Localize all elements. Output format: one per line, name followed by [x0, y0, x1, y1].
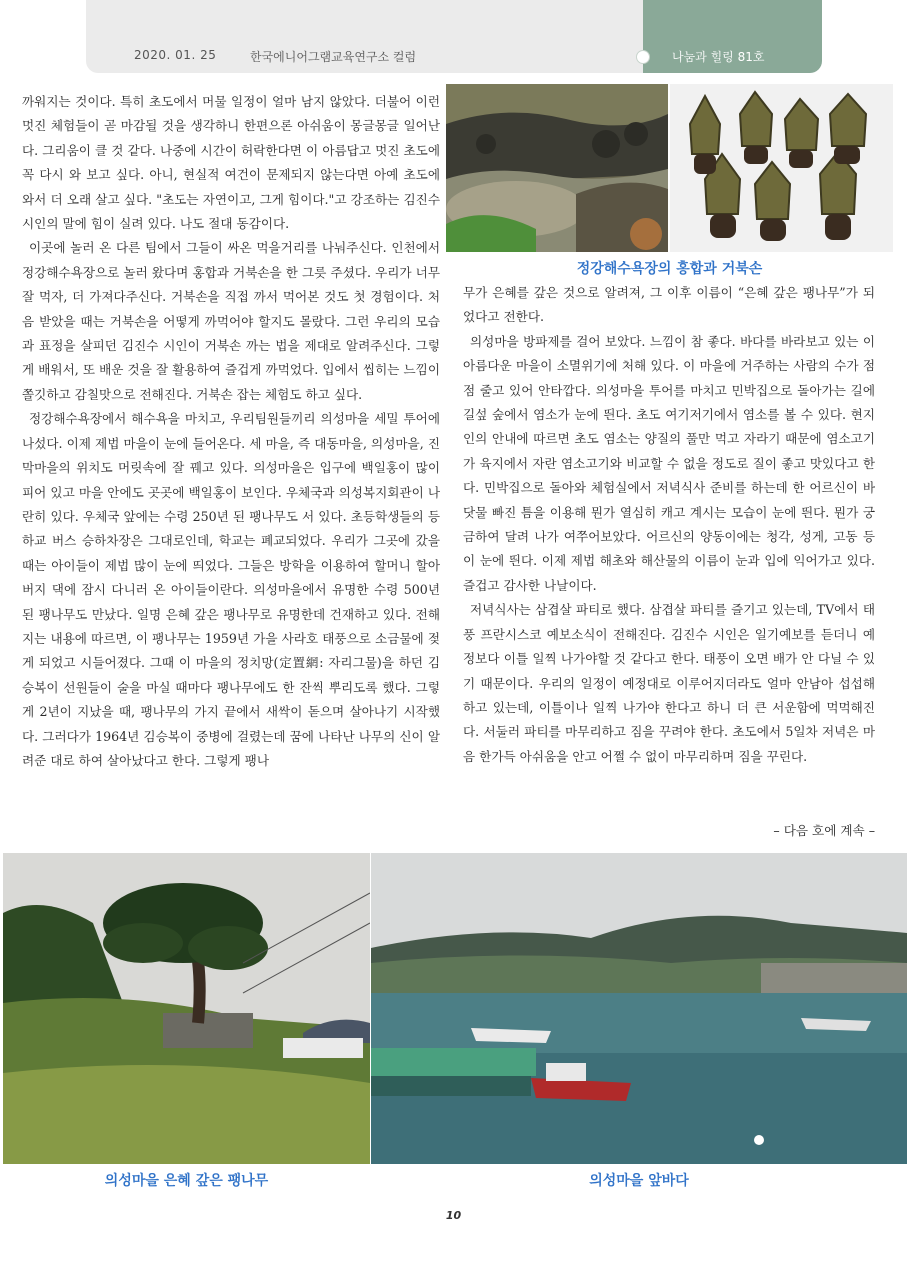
paragraph: 정강해수욕장에서 해수욕을 마치고, 우리팀원들끼리 의성마을 세밀 투어에 나섰다. 이제 제법 마을이 눈에 들어온다. 세 마을, 즉 대동마을, 의성마을, 진막마을의 위치도 머릿속에 잘 꿰고 있다. 의성마을은 입구에 백일홍이 많이 피어 있고 마을 안에도 곳곳에 백일홍이 보인다. 우체국과 의성복지회관이 나란히 있다. 우체국 앞에는 수령 250년 된 팽나무도 서 있다. 초등학생들의 등하교 버스 승하차장은 그대로인데, 학교는 폐교되었다. 우리가 그곳에 갔을 때는 아이들이 제법 많이 눈에 띄었다. 그들은 방학을 이용하여 할머니 할아버지 댁에 잠시 다니러 온 아이들이란다. 의성마을에서 유명한 수령 500년 된 팽나무도 만났다. 일명 은혜 갚은 팽나무로 유명한데 건재하고 있다. 전해지는 내용에 따르면, 이 팽나무는 1959년 가을 사라호 태풍으로 소금물에 젖게 되었고 시들어졌다. 그때 이 마을의 정치망(定置網: 자리그물)을 하던 김승복이 선원들이 술을 마실 때마다 팽나무에도 한 잔씩 뿌리도록 했다. 그렇게 2년이 지났을 때, 팽나무의 가지 끝에서 새싹이 돋으며 살아나기 시작했다. 그러다가 1964년 김승복이 중병에 걸렸는데 꿈에 나타난 나무의 신이 알려준 대로 하여 살아났다고 한다. 그렇게 팽나	[22, 411, 440, 768]
paragraph: 이곳에 놀러 온 다른 팀에서 그들이 싸온 먹을거리를 나눠주신다. 인천에서 정강해수욕장으로 놀러 왔다며 홍합과 거북손을 한 그릇 주셨다. 우리가 너무 잘 먹자, 더 가져다주신다. 거북손을 직접 까서 먹어본 것도 첫 경험이다. 처음 받았을 때는 거북손을 어떻게 까먹어야 할지도 몰랐다. 그런 우리의 모습과 표정을 살피던 김진수 시인이 거북손 까는 법을 제대로 알려주신다. 그렇게 배워서, 또 배운 것을 잘 활용하여 즐겁게 까먹었다. 입에서 씹히는 느낌이 쫄깃하고 감칠맛으로 전해진다. 거북손 잡는 체험도 하고 싶다.	[22, 240, 440, 402]
paragraph: 의성마을 방파제를 걸어 보았다. 느낌이 참 좋다. 바다를 바라보고 있는 이 아름다운 마을이 소멸위기에 처해 있다. 이 마을에 거주하는 사람의 수가 점점 줄고 있어 안타깝다. 의성마을 투어를 마치고 민박집으로 돌아가는 길에 길섶 숲에서 염소가 눈에 띈다. 초도 여기저기에서 염소를 볼 수 있다. 현지인의 안내에 따르면 초도 염소는 양질의 풀만 먹고 자라기 때문에 염소고기가 육지에서 자란 염소고기와 비교할 수 없을 정도로 질이 좋고 맛있다고 한다. 민박집으로 돌아와 체험실에서 저녁식사 준비를 하는데 한 어르신이 바닷물 빠진 틈을 이용해 뭔가 열심히 캐고 계시는 모습이 눈에 띈다. 뭔가 궁금하여 달려 나가 여쭈어보았다. 어르신의 양동이에는 청각, 성게, 고동 등이 눈에 띈다. 이제 제법 해초와 해산물의 이름이 눈과 입에 익어가고 있다. 즐겁고 감사한 나날이다.	[463, 333, 875, 593]
page-number: 10	[445, 1209, 462, 1222]
hackberry-tree-photo	[3, 853, 370, 1164]
caption-tree: 의성마을 은혜 갚은 팽나무	[104, 1173, 269, 1189]
caption-harbor: 의성마을 앞바다	[589, 1173, 689, 1189]
barnacle-photo	[670, 84, 893, 252]
paragraph: 까워지는 것이다. 특히 초도에서 머물 일정이 얼마 남지 않았다. 더불어 이런 멋진 체험들이 곧 마감될 것을 생각하니 한편으론 아쉬움이 몽글몽글 일어난다. 그리움이 클 것 같다. 나중에 시간이 허락한다면 이 아름답고 멋진 초도에 꼭 다시 와 보고 싶다. 아니, 현실적 여건이 문제되지 않는다면 아예 초도에 와서 더 오래 살고 싶다. "초도는 자연이고, 그게 힘이다."고 강조하는 김진수 시인의 말에 힘이 실려 있다. 나도 절대 동감이다.	[22, 94, 440, 232]
caption-shellfish: 정강해수욕장의 홍합과 거북손	[576, 261, 763, 277]
continued-note: – 다음 호에 계속 –	[773, 823, 875, 838]
paragraph: 저녁식사는 삼겹살 파티로 했다. 삼겹살 파티를 즐기고 있는데, TV에서 태풍 프란시스코 예보소식이 전해진다. 김진수 시인은 일기예보를 듣더니 예정보다 이틀 일찍 나가야할 것 같다고 한다. 태풍이 오면 배가 안 다닐 수 있기 때문이다. 우리의 일정이 예정대로 이루어지더라도 얼마 안남아 섭섭해 하고 있는데, 이틀이나 일찍 나가야 한다고 하니 더 큰 서운함에 먹먹해진다. 서둘러 파티를 마무리하고 짐을 꾸려야 한다. 초도에서 5일차 저녁은 마음 한가득 아쉬움을 안고 어쩔 수 없이 마무리하며 짐을 꾸린다.	[463, 602, 875, 764]
paragraph: 무가 은혜를 갚은 것으로 알려져, 그 이후 이름이 “은혜 갚은 팽나무”가 되었다고 전한다.	[463, 285, 875, 325]
mussel-rock-photo	[446, 84, 668, 252]
left-column	[22, 90, 440, 773]
harbor-photo	[371, 853, 907, 1164]
header-dot	[636, 50, 650, 64]
header-column-title: 한국에니어그램교육연구소 컬럼	[250, 50, 417, 64]
header-date: 2020. 01. 25	[134, 48, 217, 62]
right-column	[463, 281, 875, 769]
header-issue: 나눔과 힐링 81호	[672, 50, 765, 64]
